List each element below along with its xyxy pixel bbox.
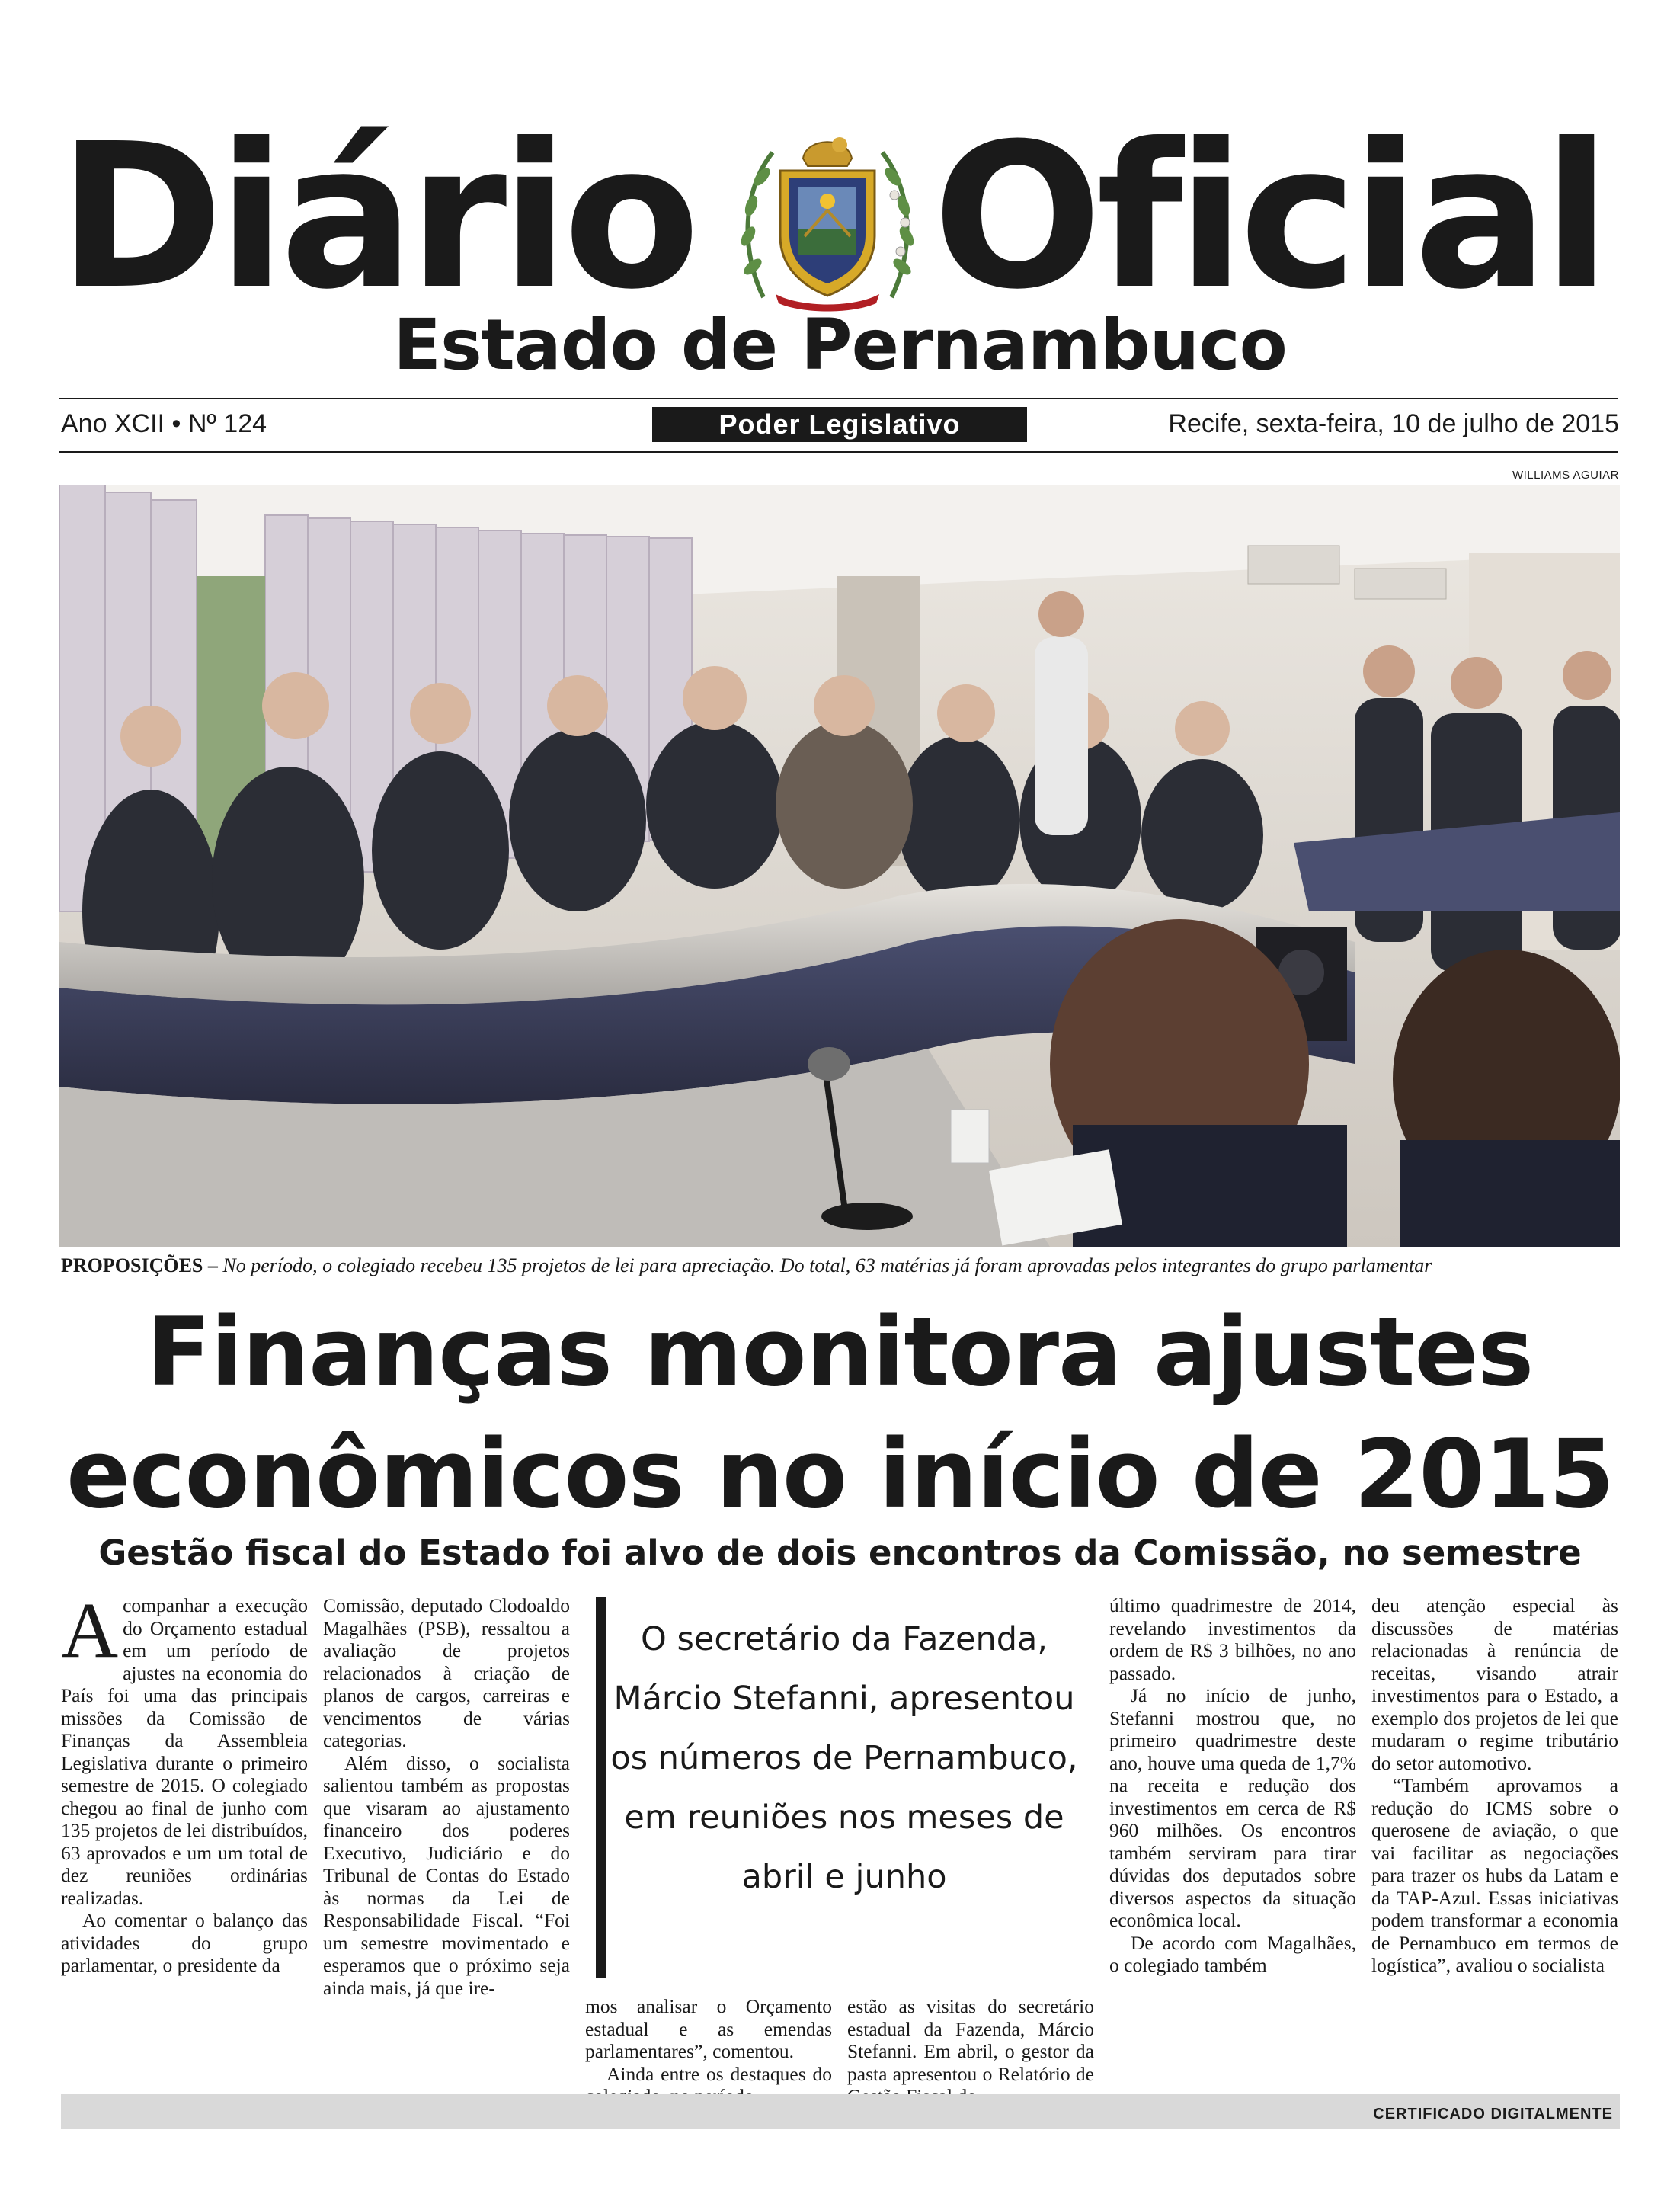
caption-text: No período, o colegiado recebeu 135 projetos de lei para apreciação. Do total, 63 matérias já foram aprovadas pelos integrantes do grupo parlamentar [222, 1254, 1432, 1276]
col5-paragraph-2: Já no início de junho, Stefanni mostrou que, no primeiro quadrimestre deste ano, houve uma queda de 1,7% na receita e redução dos investimentos em cerca de R$ 960 milhões. Os encontros também serviram para tirar dúvidas dos deputados sobre diversos aspectos da situação econômica local. [1109, 1684, 1356, 1931]
pullquote-bar [596, 1597, 606, 1978]
section-badge: Poder Legislativo [652, 407, 1027, 442]
article-column-4 [847, 1995, 1094, 2108]
article-column-1 [61, 1587, 308, 1977]
coat-of-arms-icon [733, 122, 922, 312]
col4-paragraph-1: estão as visitas do secretário estadual da Fazenda, Márcio Stefanni. Em abril, o gestor da pasta apresentou o Relatório de [847, 1995, 1094, 2085]
dateline: Recife, sexta-feira, 10 de julho de 2015 [1168, 409, 1619, 438]
digital-certification-label: CERTIFICADO DIGITALMENTE [1373, 2106, 1613, 2122]
col3-paragraph-2: Ainda entre os destaques do [606, 2062, 832, 2085]
masthead-rule-bottom [59, 451, 1618, 453]
drop-cap: A [61, 1587, 119, 1674]
masthead-title-right: Oficial [933, 101, 1605, 333]
col2-paragraph-2: Além disso, o socialista salientou também as propostas que visaram ao ajustamento financeiro dos poderes Executivo, Judiciário e do Tribunal de Contas do Estado às normas da Lei de Responsabilidade Fiscal. “Foi um semestre movimentado e esperamos que o próximo seja ainda mais, já que ire- [323, 1751, 570, 1999]
article-column-3 [585, 1995, 832, 2108]
headline [0, 1292, 1680, 1536]
col6-paragraph-2: “Também aprovamos a redução do ICMS sobre o querosene de aviação, o que vai facilitar as negociações para trazer os hubs da Latam e da TAP-Azul. Essas iniciativas podem transformar a economia de Pernambuco em termos de logística”, avaliou o socialista [1371, 1774, 1618, 1976]
article-column-6 [1371, 1594, 1618, 1977]
pullquote: O secretário da Fazenda, Márcio Stefanni, apresentou os números de Pernambuco, em reuniões nos meses de abril e junho [610, 1620, 1078, 1896]
col2-paragraph-1: Comissão, deputado Clodoaldo Magalhães (PSB), ressaltou a avaliação de projetos relacionados à criação de planos de cargos, carreiras e vencimentos de várias categorias. [323, 1594, 570, 1751]
masthead-subtitle: Estado de Pernambuco [393, 304, 1287, 386]
col1-paragraph-1: companhar a execução do Orçamento estadual em um período de ajustes na economia do País foi uma das principais missões da Comissão de Finanças da Assembleia Legislativa durante o primeiro semestre de 2015. O colegiado chegou ao final de junho com 135 projetos de lei distribuídos, 63 aprovados e um um total de dez reuniões ordinárias realizadas. [61, 1594, 308, 1909]
headline-line-2: econômicos no início de 2015 [66, 1420, 1614, 1530]
col5-paragraph-1: último quadrimestre de 2014, revelando investimentos da ordem de R$ 3 bilhões, no ano passado. [1109, 1594, 1356, 1684]
lead-photo [59, 485, 1620, 1247]
col3-paragraph-1: mos analisar o Orçamento estadual e as emendas parlamentares”, comentou. [585, 1995, 832, 2062]
article-column-2 [323, 1594, 570, 1999]
photo-caption [61, 1254, 1620, 1278]
col5-paragraph-3: De acordo com Magalhães, o colegiado também [1109, 1931, 1356, 1976]
article-column-5 [1109, 1594, 1356, 1977]
caption-label: PROPOSIÇÕES – [61, 1254, 218, 1276]
masthead-rule-top [59, 398, 1618, 399]
col6-paragraph-1: deu atenção especial às discussões de matérias relacionadas à renúncia de receitas, visando atrair investimentos para o Estado, a exemplo dos projetos de lei que mudaram o regime tributário do setor automotivo. [1371, 1594, 1618, 1774]
photo-credit: WILLIAMS AGUIAR [1512, 469, 1619, 482]
col1-paragraph-2: Ao comentar o balanço das atividades do grupo parlamentar, o presidente da [61, 1909, 308, 1976]
masthead-title-left: Diário [58, 101, 695, 333]
issue-number: Ano XCII • Nº 124 [61, 409, 267, 438]
deck-subheadline: Gestão fiscal do Estado foi alvo de dois encontros da Comissão, no semestre [98, 1533, 1582, 1573]
headline-line-1: Finanças monitora ajustes [146, 1298, 1534, 1408]
